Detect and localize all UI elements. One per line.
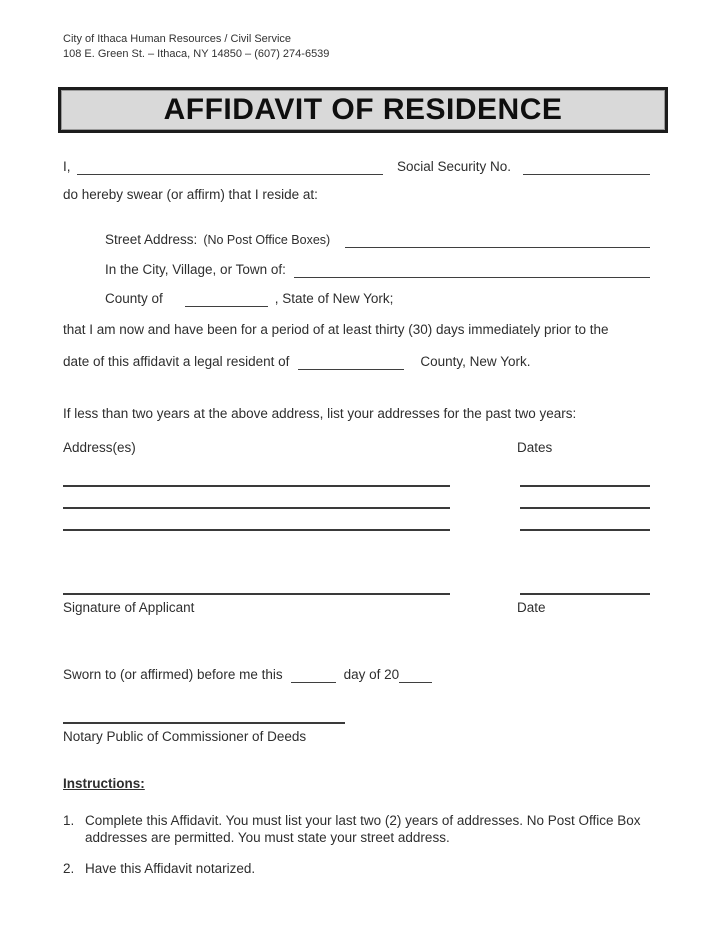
instruction-2-text: Have this Affidavit notarized. <box>85 861 256 876</box>
signature-row <box>63 593 650 595</box>
notary-signature-field[interactable] <box>63 722 345 724</box>
county-field[interactable] <box>185 302 268 307</box>
instruction-1-text: Complete this Affidavit. You must list your last two (2) years of addresses. No Post Office Box addresses are permitted. You must state your street address. <box>85 813 641 845</box>
name-ssn-row <box>63 159 650 175</box>
two-years-line: If less than two years at the above address, list your addresses for the past two years: <box>63 406 577 421</box>
city-row <box>63 262 650 278</box>
dates-field-3[interactable] <box>520 529 650 531</box>
date-label: Date <box>517 600 546 615</box>
dates-field-2[interactable] <box>520 507 650 509</box>
street-address-note: (No Post Office Boxes) <box>203 233 331 247</box>
swear-line: do hereby swear (or affirm) that I reside at: <box>63 187 318 202</box>
dates-field-1[interactable] <box>520 485 650 487</box>
sworn-day-field[interactable] <box>291 678 336 683</box>
signature-field[interactable] <box>63 593 450 595</box>
address-row-3 <box>63 529 650 531</box>
title-banner <box>58 87 668 133</box>
resident-county-field[interactable] <box>298 365 404 370</box>
sworn-year-label: day of 20 <box>343 667 400 682</box>
address-row-2 <box>63 507 650 509</box>
state-label: , State of New York; <box>274 291 394 306</box>
period-line-1: that I am now and have been for a period of at least thirty (30) days immediately prior to the <box>63 322 609 337</box>
resident-of-label: date of this affidavit a legal resident of <box>63 354 290 369</box>
org-header <box>63 32 650 62</box>
name-field[interactable] <box>77 170 383 175</box>
address-field-1[interactable] <box>63 485 450 487</box>
instructions-heading: Instructions: <box>63 776 145 791</box>
sworn-label: Sworn to (or affirmed) before me this <box>63 667 283 682</box>
city-label: In the City, Village, or Town of: <box>105 262 286 277</box>
notary-line-row <box>63 722 650 724</box>
street-address-label: Street Address: <box>105 232 198 247</box>
county-ny-label: County, New York. <box>420 354 531 369</box>
instruction-2-number: 2. <box>63 861 75 876</box>
instruction-1-number: 1. <box>63 813 75 828</box>
notary-label: Notary Public of Commissioner of Deeds <box>63 729 307 744</box>
addresses-label: Address(es) <box>63 440 136 455</box>
ssn-label: Social Security No. <box>396 159 511 174</box>
org-line-1: City of Ithaca Human Resources / Civil Service <box>63 33 292 45</box>
date-field[interactable] <box>520 593 650 595</box>
address-field-2[interactable] <box>63 507 450 509</box>
address-row-1 <box>63 485 650 487</box>
period-line-2 <box>63 354 650 370</box>
address-field-3[interactable] <box>63 529 450 531</box>
address-dates-header <box>63 440 650 455</box>
page-title: AFFIDAVIT OF RESIDENCE <box>163 93 563 126</box>
city-field[interactable] <box>294 273 650 278</box>
signature-labels-row <box>63 600 650 615</box>
county-row <box>63 291 650 307</box>
instruction-item-2 <box>63 861 650 878</box>
org-line-2: 108 E. Green St. – Ithaca, NY 14850 – (607) 274-6539 <box>63 48 330 60</box>
instruction-item-1 <box>63 813 650 846</box>
sworn-year-field[interactable] <box>399 678 432 683</box>
dates-label: Dates <box>517 440 553 455</box>
i-label: I, <box>63 159 71 174</box>
ssn-field[interactable] <box>523 170 650 175</box>
signature-label: Signature of Applicant <box>63 600 195 615</box>
sworn-row <box>63 667 650 683</box>
street-address-row <box>63 232 650 248</box>
county-label: County of <box>105 291 163 306</box>
street-address-field[interactable] <box>345 243 650 248</box>
